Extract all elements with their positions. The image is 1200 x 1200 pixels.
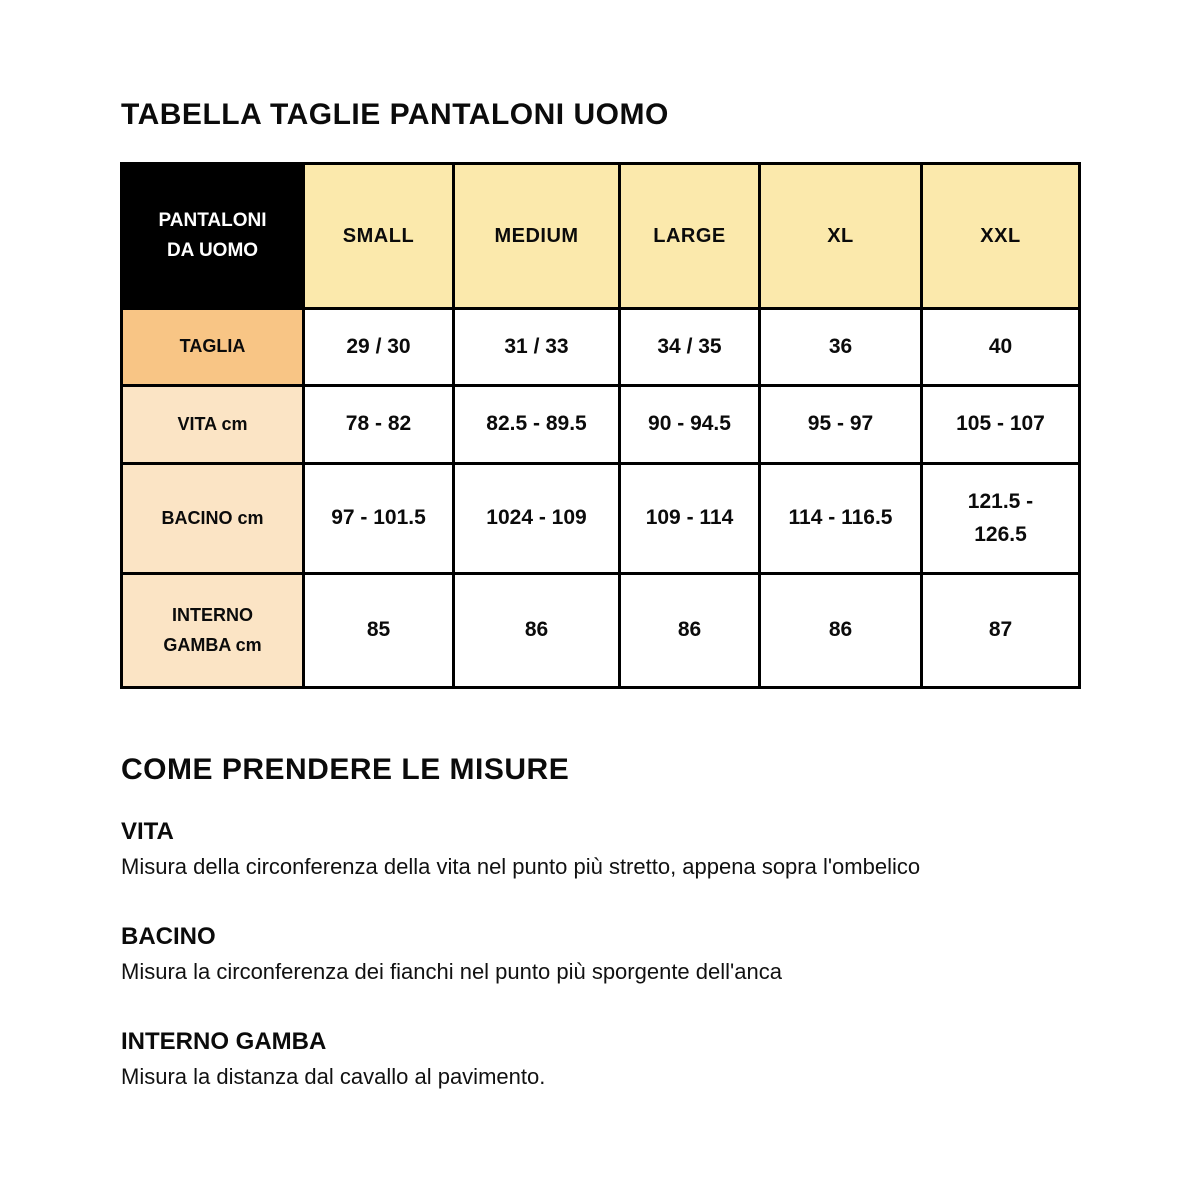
size-column-header: MEDIUM — [454, 164, 620, 309]
size-table-header-row — [122, 164, 1080, 309]
size-value-cell: 40 — [922, 309, 1080, 386]
table-row — [122, 574, 1080, 688]
guide-description: Misura la circonferenza dei fianchi nel punto più sporgente dell'anca — [121, 959, 782, 984]
corner-cell: PANTALONI DA UOMO — [122, 164, 304, 309]
guide-item-interno-gamba — [121, 1028, 1111, 1090]
guide-description: Misura la distanza dal cavallo al pavimento. — [121, 1064, 546, 1089]
table-row — [122, 386, 1080, 464]
size-value-cell: 95 - 97 — [760, 386, 922, 464]
guide-term: VITA — [121, 818, 174, 845]
guide-item-vita — [121, 818, 1111, 880]
size-table — [120, 162, 1081, 689]
guide-item-bacino — [121, 923, 1111, 985]
measure-guide-heading: COME PRENDERE LE MISURE — [121, 753, 570, 786]
size-value-cell: 114 - 116.5 — [760, 464, 922, 574]
size-value-cell: 85 — [304, 574, 454, 688]
size-value-cell: 90 - 94.5 — [620, 386, 760, 464]
row-label: INTERNO GAMBA cm — [122, 574, 304, 688]
size-value-cell: 31 / 33 — [454, 309, 620, 386]
guide-description: Misura della circonferenza della vita nel punto più stretto, appena sopra l'ombelico — [121, 854, 921, 879]
size-value-cell: 109 - 114 — [620, 464, 760, 574]
measure-guide-section — [121, 753, 1111, 1133]
size-column-header: XXL — [922, 164, 1080, 309]
row-label: BACINO cm — [122, 464, 304, 574]
size-value-cell: 1024 - 109 — [454, 464, 620, 574]
size-column-header: SMALL — [304, 164, 454, 309]
size-value-cell: 29 / 30 — [304, 309, 454, 386]
guide-term: BACINO — [121, 923, 216, 950]
size-value-cell: 86 — [620, 574, 760, 688]
size-value-cell: 97 - 101.5 — [304, 464, 454, 574]
table-row — [122, 464, 1080, 574]
size-value-cell: 34 / 35 — [620, 309, 760, 386]
size-value-cell: 86 — [454, 574, 620, 688]
size-value-cell: 86 — [760, 574, 922, 688]
guide-term: INTERNO GAMBA — [121, 1028, 327, 1055]
size-value-cell: 87 — [922, 574, 1080, 688]
size-value-cell: 105 - 107 — [922, 386, 1080, 464]
size-value-cell: 36 — [760, 309, 922, 386]
size-column-header: LARGE — [620, 164, 760, 309]
size-value-cell: 82.5 - 89.5 — [454, 386, 620, 464]
page-title: TABELLA TAGLIE PANTALONI UOMO — [121, 98, 669, 131]
size-value-cell: 121.5 - 126.5 — [922, 464, 1080, 574]
row-label: TAGLIA — [122, 309, 304, 386]
size-value-cell: 78 - 82 — [304, 386, 454, 464]
size-column-header: XL — [760, 164, 922, 309]
table-row — [122, 309, 1080, 386]
row-label: VITA cm — [122, 386, 304, 464]
